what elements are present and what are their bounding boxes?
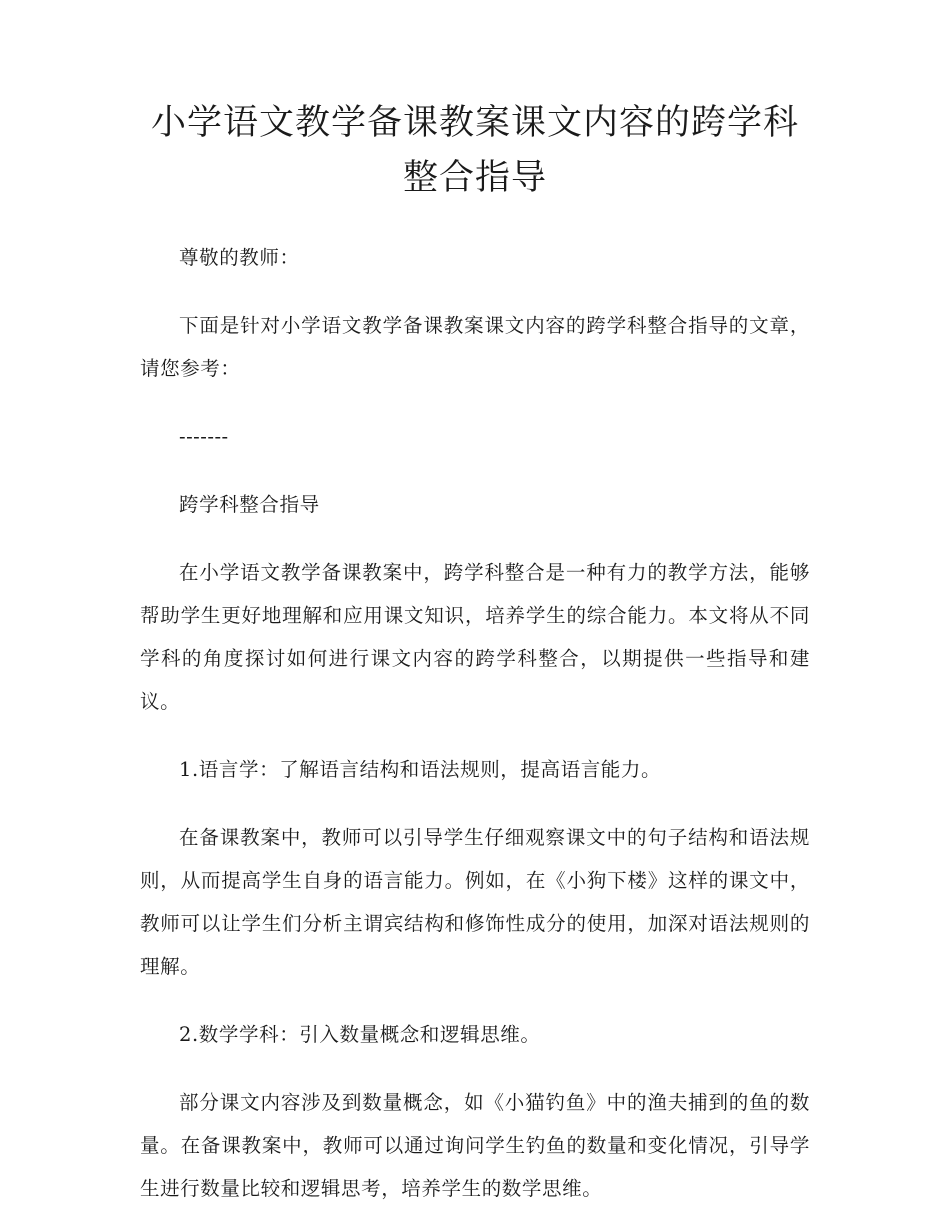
divider-line: ------- [179, 425, 229, 448]
point-2-heading: 2.数学学科：引入数量概念和逻辑思维。 [179, 1023, 541, 1046]
section-heading: 跨学科整合指导 [179, 493, 320, 516]
greeting: 尊敬的教师： [179, 246, 300, 269]
point-1-heading: 1.语言学：了解语言结构和语法规则，提高语言能力。 [179, 758, 662, 781]
document-title: 小学语文教学备课教案课文内容的跨学科整合指导 [150, 103, 799, 198]
point-1-body: 在备课教案中，教师可以引导学生仔细观察课文中的句子结构和语法规则，从而提高学生自身的语言能力。例如，在《小狗下楼》这样的课文中，教师可以让学生们分析主谓宾结构和修饰性成分的使用，加深对语法规则的理解。 [140, 826, 810, 978]
point-2-body: 部分课文内容涉及到数量概念，如《小猫钓鱼》中的渔夫捕到的鱼的数量。在备课教案中，教师可以通过询问学生钓鱼的数量和变化情况，引导学生进行数量比较和逻辑思考，培养学生的数学思维。 [140, 1091, 810, 1200]
overview-paragraph: 在小学语文教学备课教案中，跨学科整合是一种有力的教学方法，能够帮助学生更好地理解和应用课文知识，培养学生的综合能力。本文将从不同学科的角度探讨如何进行课文内容的跨学科整合，以期提供一些指导和建议。 [140, 561, 810, 713]
intro-paragraph: 下面是针对小学语文教学备课教案课文内容的跨学科整合指导的文章，请您参考： [140, 314, 810, 380]
